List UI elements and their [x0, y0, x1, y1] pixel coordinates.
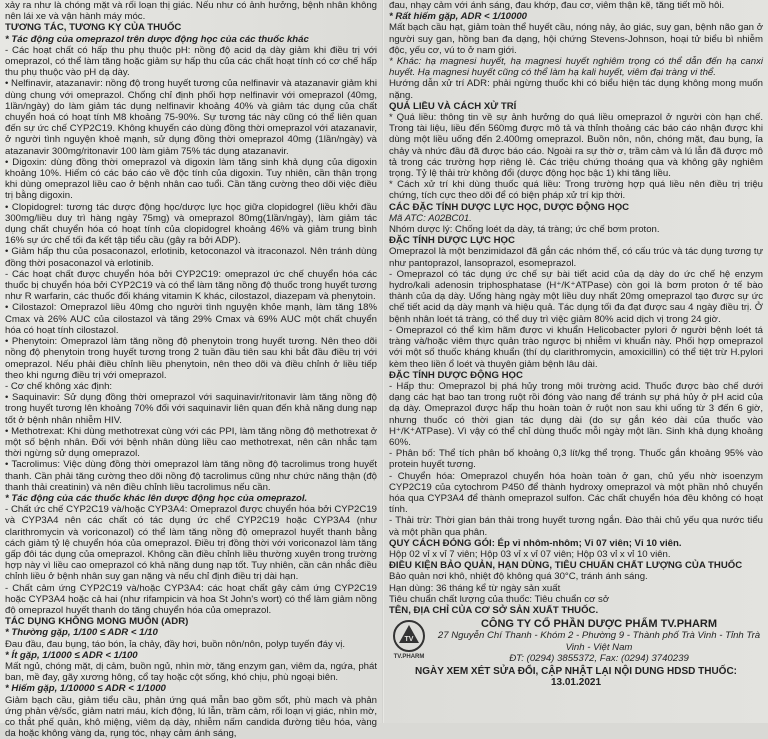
paragraph: - Các hoạt chất có hấp thu phụ thuộc pH: nồng độ acid dạ dày giảm khi điều trị với omeprazol, có thể làm tăng hoặc giảm sự hấp thu của các chất hoạt tính có cơ chế hấp thu phụ thuộc vào pH dạ dày. [5, 44, 377, 79]
paragraph: đau, nhạy cảm với ánh sáng, đau khớp, đau cơ, viêm thận kẽ, tăng tiết mồ hôi. [389, 0, 725, 11]
section-heading: ĐẶC TÍNH DƯỢC ĐỘNG HỌC [389, 369, 523, 381]
paragraph: Mất bạch cầu hạt, giảm toàn thể huyết cầu, nóng nảy, ảo giác, suy gan, bệnh não gan ở người suy gan, hồng ban đa dạng, hội chứng Stevens-Johnson, hoại tử biểu bì nhiễm độc, yếu cơ, vú to ở nam giới. [389, 22, 763, 56]
section-heading: QUÁ LIỀU VÀ CÁCH XỬ TRÍ [389, 100, 517, 112]
paragraph: * Ít gặp, 1/1000 ≤ ADR < 1/100 [5, 649, 138, 661]
paragraph: - Hấp thu: Omeprazol bị phá hủy trong môi trường acid. Thuốc được bào chế dưới dạng các hạt bao tan trong ruột rồi đóng vào nang để tránh sự phá hủy ở pH acid của dạ dày. Omeprazol được hấp thu hoàn toàn ở ruột non sau khi uống từ 3 đến 6 giờ, nhưng thuốc có thời gian tác dụng dài (do sự gắn kéo dài của thuốc vào H⁺/K⁺ATPase). Vì vậy có thể chỉ dùng thuốc mỗi ngày một lần. Sinh khả dụng khoảng 60%. [389, 380, 763, 448]
paragraph: * Cách xử trí khi dùng thuốc quá liều: Trong trường hợp quá liều nên điều trị triệu chứng, tích cực theo dõi để có biện pháp xử trí kịp thời. [389, 179, 763, 202]
company-name: CÔNG TY CỔ PHẦN DƯỢC PHẨM TV.PHARM [480, 618, 718, 631]
paragraph: * Rất hiếm gặp, ADR < 1/10000 [389, 11, 528, 23]
paragraph: * Thường gặp, 1/100 ≤ ADR < 1/10 [5, 627, 158, 639]
paragraph: • Phenytoin: Omeprazol làm tăng nồng độ phenytoin trong huyết tương. Nên theo dõi nồng độ phenytoin trong huyết tương trong 2 tuần đầu tiên sau khi bắt đầu điều trị với omeprazol. Nếu phải điều chỉnh liều phenytoin, nên theo dõi và điều chỉnh ở liều tiếp theo khi ngưng điều trị với omeprazol. [5, 336, 377, 381]
manufacturer-block [389, 619, 763, 664]
svg-text:TV.PHARM: TV.PHARM [393, 654, 425, 661]
fold-line [382, 0, 384, 723]
paragraph: Mã ATC: A02BC01. [389, 212, 472, 224]
paragraph: - Omeprazol có tác dụng ức chế sự bài tiết acid của dạ dày do ức chế hệ enzym hydro/kali adenosin triphosphatase (H⁺/K⁺ATPase) còn gọi là bơm proton ở tế bào thành của dạ dày. Uống hàng ngày một liều duy nhất 20mg omeprazol tạo được sự ức chế tiết acid dạ dày mạnh và hiệu quả. Tác dụng tối đa đạt được sau 4 ngày điều trị. Ở bệnh nhân loét tá tràng, có thể duy trì việc giảm 80% acid dịch vị trong 24 giờ. [389, 268, 763, 325]
paragraph: • Clopidogrel: tương tác dược động học/dược lực học giữa clopidogrel (liều khởi đầu 300mg/liều duy trì hàng ngày 75mg) và omeprazol 80mg(1lần/ngày), làm giảm tác dụng chất chuyển hóa có hoạt tính của clopidogrel khoảng 46% và giảm trung bình 16% sự ức chế tối đa kết tập tiểu cầu (gây ra bởi ADP). [5, 201, 377, 247]
section-heading: TÁC DỤNG KHÔNG MONG MUỐN (ADR) [5, 616, 189, 628]
revision-date: NGÀY XEM XÉT SỬA ĐỔI, CẬP NHẬT LẠI NỘI DUNG HDSD THUỐC: 13.01.2021 [414, 665, 738, 689]
paragraph: - Cơ chế không xác định: [5, 380, 113, 392]
section-heading: TƯƠNG TÁC, TƯƠNG KỴ CỦA THUỐC [5, 22, 182, 34]
paragraph: Bảo quản nơi khô, nhiệt độ không quá 30°C, tránh ánh sáng. [389, 571, 648, 583]
company-phone: ĐT: (0294) 3855372, Fax: (0294) 3740239 [509, 652, 689, 664]
paragraph: • Digoxin: dùng đồng thời omeprazol và digoxin làm tăng sinh khả dụng của digoxin khoảng 10%. Hiếm có các báo cáo về độc tính của digoxin. Tuy nhiên, cần thận trọng khi dùng omeprazol liều cao ở bệnh nhân cao tuổi. Cần tăng cường theo dõi việc điều trị bằng digoxin. [5, 156, 377, 202]
section-heading: QUY CÁCH ĐÓNG GÓI: Ép vỉ nhôm-nhôm; Vỉ 07 viên; Vỉ 10 viên. [389, 537, 682, 549]
paragraph: - Omeprazol có thể kìm hãm được vi khuẩn Helicobacter pylori ở người bệnh loét tá tràng và/hoặc viêm thực quản trào ngược bị nhiễm vi khuẩn này. Phối hợp omeprazol với một số thuốc kháng khuẩn (thí dụ clarithromycin, amoxicillin) có thể tiệt trừ H.pylori kèm theo liền ổ loét và thuyên giảm bệnh lâu dài. [389, 324, 763, 370]
paragraph: - Các hoạt chất được chuyển hóa bởi CYP2C19: omeprazol ức chế chuyển hóa các thuốc bị chuyển hóa bởi CYP2C19 và có thể làm tăng nồng độ thuốc trong huyết tương như R warfarin, các thuốc đối kháng vitamin K khác, cilostazol, diazepam và phenytoin. [5, 268, 377, 303]
paragraph: * Khác: hạ magnesi huyết, hạ magnesi huyết nghiêm trọng có thể dẫn đến hạ canxi huyết. Hạ magnesi huyết cũng có thể làm hạ kali huyết, viêm đại tràng vi thể. [389, 56, 763, 79]
paragraph: - Phân bố: Thể tích phân bố khoảng 0,3 lít/kg thể trọng. Thuốc gắn khoảng 95% vào protein huyết tương. [389, 448, 763, 471]
section-heading: TÊN, ĐỊA CHỈ CỦA CƠ SỞ SẢN XUẤT THUỐC. [389, 604, 599, 616]
paragraph: Tiêu chuẩn chất lượng của thuốc: Tiêu chuẩn cơ sở [389, 593, 610, 605]
left-column [5, 0, 377, 739]
paragraph: * Hiếm gặp, 1/10000 ≤ ADR < 1/1000 [5, 683, 166, 695]
section-heading: ĐẶC TÍNH DƯỢC LỰC HỌC [389, 235, 515, 247]
paragraph: Nhóm dược lý: Chống loét dạ dày, tá tràng; ức chế bơm proton. [389, 224, 660, 236]
paragraph: Hộp 02 vỉ x vỉ 7 viên; Hộp 03 vỉ x vỉ 07 viên; Hộp 03 vỉ x vỉ 10 viên. [389, 548, 671, 560]
tvpharm-logo-icon [389, 619, 429, 659]
paragraph: Omeprazol là một benzimidazol đã gắn các nhóm thế, có cấu trúc và tác dụng tương tự như pantoprazol, lansoprazol, esomeprazol. [389, 246, 763, 269]
paragraph: Giảm bạch cầu, giảm tiểu cầu, phản ứng quá mẫn bao gồm sốt, phù mạch và phản ứng phản vệ/sốc, giảm natri máu, kích động, lú lẫn, trầm cảm, rối loạn vị giác, nhìn mờ, co thắt phế quản, khô miệng, viêm dạ dày, nhiễm nấm candida đường tiêu hóa, vàng da hoặc không vàng da, rụng tóc, nhạy cảm ánh sáng, [5, 694, 377, 739]
paragraph: * Tác động của các thuốc khác lên dược động học của omeprazol. [5, 492, 308, 504]
section-heading: ĐIỀU KIỆN BẢO QUẢN, HẠN DÙNG, TIÊU CHUẨN CHẤT LƯỢNG CỦA THUỐC [389, 560, 743, 572]
paragraph: Mất ngủ, chóng mặt, dị cảm, buồn ngủ, nhìn mờ, tăng enzym gan, viêm da, ngứa, phát ban, mề đay, gãy xương hông, cổ tay hoặc cột sống, khó chịu, phù ngoại biên. [5, 660, 377, 684]
paragraph: * Tác động của omeprazol trên dược động học của các thuốc khác [5, 33, 309, 45]
paragraph: • Giảm hấp thu của posaconazol, erlotinib, ketoconazol và itraconazol. Nên tránh dùng đồng thời posaconazol và erlotinib. [5, 246, 377, 269]
paragraph: • Cilostazol: Omeprazol liều 40mg cho người tình nguyện khỏe mạnh, làm tăng 18% Cmax và 26% AUC của cilostazol và tăng 29% Cmax và 69% AUC một chất chuyển hóa có hoạt tính cilostazol. [5, 302, 377, 336]
paragraph: Hướng dẫn xử trí ADR: phải ngừng thuốc khi có biểu hiện tác dụng không mong muốn nặng. [389, 78, 763, 101]
paragraph: Hạn dùng: 36 tháng kể từ ngày sản xuất [389, 582, 561, 594]
section-heading: CÁC ĐẶC TÍNH DƯỢC LỰC HỌC, DƯỢC ĐỘNG HỌC [389, 201, 630, 213]
right-column [389, 0, 763, 688]
paragraph: • Tacrolimus: Việc dùng đồng thời omeprazol làm tăng nồng độ tacrolimus trong huyết thanh. Cần phải tăng cường theo dõi nồng độ tacrolimus cũng như chức năng thận (độ thanh thải creatinin) và nên điều chỉnh liều tacrolimus nếu cần. [5, 459, 377, 493]
paragraph: * Quá liều: thông tin về sự ảnh hưởng do quá liều omeprazol ở người còn hạn chế. Trong tài liệu, liều đến 560mg được mô tả và thỉnh thoảng các báo cáo nhận được khi dùng một liều uống đến 2.400mg omeprazol. Buồn nôn, nôn, chóng mặt, đau bụng, ỉa chảy và nhức đầu đã được báo cáo. Ngoài ra sự thờ ơ, trầm cảm và lú lẫn đã được mô tả trong các trường hợp riêng lẻ. Các triệu chứng thoáng qua và không gây nghiêm trọng. Tỷ lệ thải trừ không đổi (dược động học bậc 1) khi tăng liều. [389, 112, 763, 180]
paragraph: - Chất ức chế CYP2C19 và/hoặc CYP3A4: Omeprazol được chuyển hóa bởi CYP2C19 và CYP3A4 nên các chất có tác dụng ức chế CYP2C19 hoặc CYP3A4 (như clarithromycin và voriconazol) có thể làm tăng nồng độ omeprazol huyết thanh bằng cách giảm tỷ lệ chuyển hóa của omeprazol. Điều trị đồng thời với voriconazol làm tăng gấp đôi tác dụng của omeprazol. Không cần điều chỉnh liều thường xuyên trong trường hợp này vì liều cao omeprazol có khả năng dung nạp tốt. Tuy nhiên, cần cân nhắc điều chỉnh liều ở bệnh nhân suy gan nặng và nếu chỉ định điều trị dài hạn. [5, 504, 377, 583]
right-text [389, 0, 763, 616]
paragraph: - Chất cảm ứng CYP2C19 và/hoặc CYP3A4: các hoạt chất gây cảm ứng CYP2C19 hoặc CYP3A4 hoặc cả hai (như rifampicin và hoa St John's wort) có thể làm giảm nồng độ omeprazol huyết thanh do tăng chuyển hóa của omeprazol. [5, 582, 377, 616]
company-address: 27 Nguyễn Chí Thanh - Khóm 2 - Phường 9 - Thành phố Trà Vinh - Tỉnh Trà Vinh - Việt Nam [437, 630, 761, 653]
paragraph: • Nelfinavir, atazanavir: nồng độ trong huyết tương của nelfinavir và atazanavir giảm khi dùng chung với omeprazol. Chống chỉ định phối hợp nelfinavir với omeprazol (40mg, 1lần/ngày) do làm giảm tác dụng nelfinavir khoảng 40% và giảm tác dụng của chất chuyển hoá có hoạt tính M8 khoảng 75-90%. Sự tương tác này cũng có thể liên quan đến sự ức chế CYP2C19. Không khuyến cáo dùng đồng thời omeprazol với atazanavir, ở người tình nguyện khoẻ mạnh, sử dụng đồng thời omeprazol 40mg (1lần/ngày) và atazanavir 300mg/ritonavir 100 làm giảm 75% tác dụng atazanavir. [5, 78, 377, 157]
paragraph: • Saquinavir: Sử dụng đồng thời omeprazol với saquinavir/ritonavir làm tăng nồng độ trong huyết tương lên khoảng 70% đối với saquinavir liên quan đến khả năng dung nạp tốt ở bệnh nhân nhiễm HIV. [5, 392, 377, 426]
paragraph: - Chuyển hóa: Omeprazol chuyển hóa hoàn toàn ở gan, chủ yếu nhờ isoenzym CYP2C19 của cytochrom P450 để thành hydroxy omeprazol và một phần nhỏ chuyển hóa qua CYP3A4 để thành omeprazol sulfon. Các chất chuyển hóa đều không có hoạt tính. [389, 470, 763, 516]
svg-text:TV: TV [404, 636, 414, 644]
paragraph: Đau đầu, đau bụng, táo bón, ỉa chảy, đầy hơi, buồn nôn/nôn, polyp tuyến đáy vị. [5, 638, 346, 650]
paragraph: • Methotrexat: Khi dùng methotrexat cùng với các PPI, làm tăng nồng độ methotrexat ở một số bệnh nhân. Đối với bệnh nhân dùng liều cao methotrexat, nên cân nhắc tạm thời ngừng sử dụng omeprazol. [5, 425, 377, 460]
paragraph: xảy ra như là chóng mặt và rối loạn thị giác. Nếu như có ảnh hưởng, bệnh nhân không nên lái xe và vận hành máy móc. [5, 0, 377, 23]
paragraph: - Thải trừ: Thời gian bán thải trong huyết tương ngắn. Đào thải chủ yếu qua nước tiểu và một phần qua phân. [389, 515, 763, 538]
